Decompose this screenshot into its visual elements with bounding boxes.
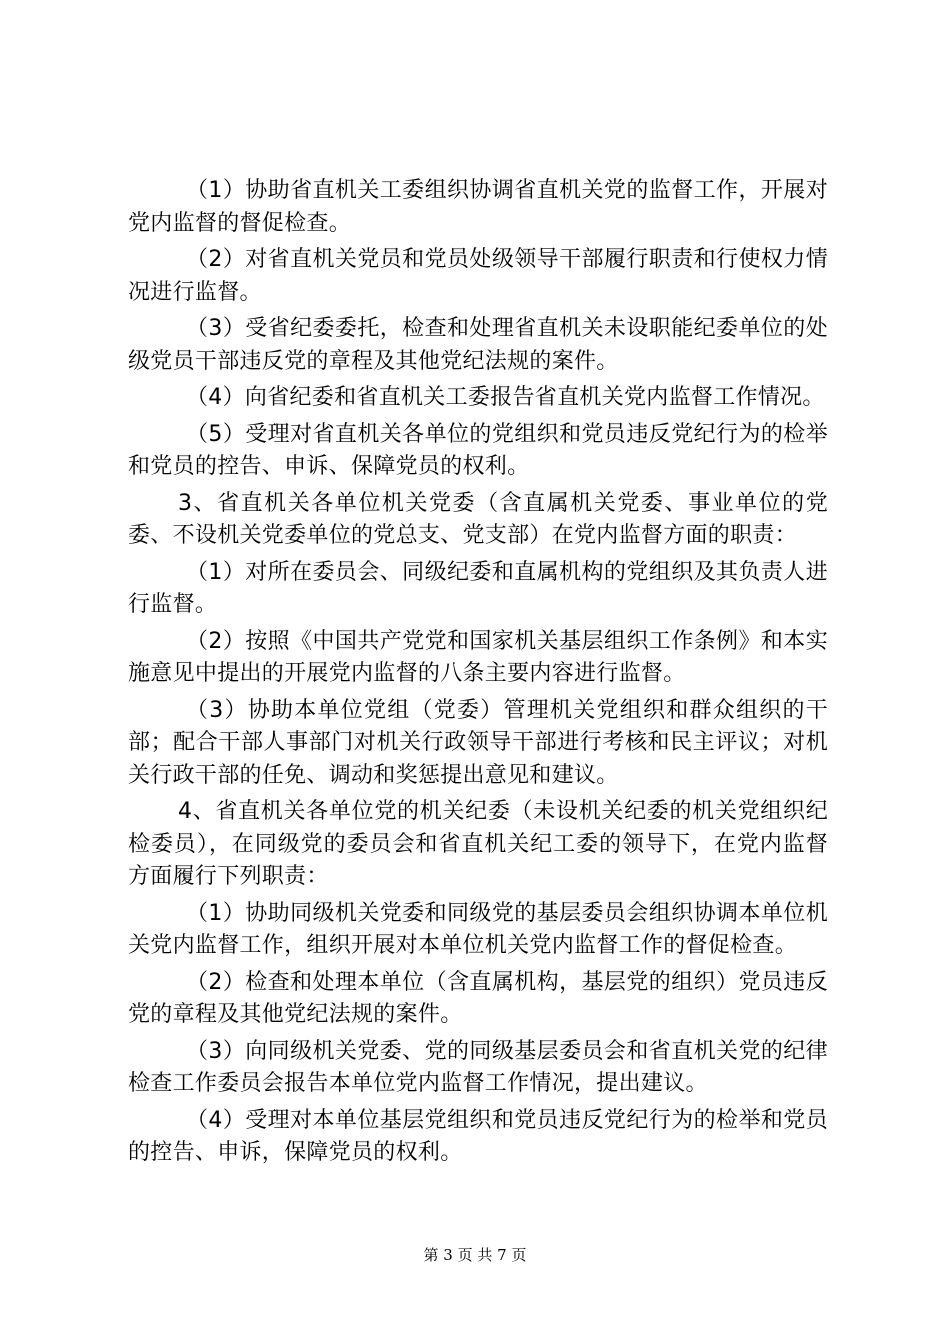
paragraph-item: （4）向省纪委和省直机关工委报告省直机关党内监督工作情况。 — [186, 385, 825, 410]
document-body — [128, 175, 828, 1174]
paragraph-item: （5）受理对省直机关各单位的党组织和党员违反党纪行为的检举和党员的控告、申诉、保障党员的权利。 — [128, 421, 828, 479]
section-heading-paragraph: 3、省直机关各单位机关党委（含直属机关党委、事业单位的党委、不设机关党委单位的党总支、党支部）在党内监督方面的职责： — [128, 490, 828, 548]
page-number-footer: 第 3 页 共 7 页 — [423, 1246, 527, 1264]
paragraph-item: （2）按照《中国共产党党和国家机关基层组织工作条例》和本实施意见中提出的开展党内监督的八条主要内容进行监督。 — [128, 628, 828, 686]
paragraph-item: （1）对所在委员会、同级纪委和直属机构的党组织及其负责人进行监督。 — [128, 559, 828, 617]
paragraph-item: （3）协助本单位党组（党委）管理机关党组织和群众组织的干部；配合干部人事部门对机关行政领导干部进行考核和民主评议；对机关行政干部的任免、调动和奖惩提出意见和建议。 — [128, 697, 828, 788]
paragraph-item: （3）向同级机关党委、党的同级基层委员会和省直机关党的纪律检查工作委员会报告本单位党内监督工作情况，提出建议。 — [128, 1038, 828, 1096]
paragraph-item: （1）协助省直机关工委组织协调省直机关党的监督工作，开展对党内监督的督促检查。 — [128, 178, 828, 236]
paragraph-item: （3）受省纪委委托，检查和处理省直机关未设职能纪委单位的处级党员干部违反党的章程及其他党纪法规的案件。 — [128, 316, 828, 374]
paragraph-item: （1）协助同级机关党委和同级党的基层委员会组织协调本单位机关党内监督工作，组织开展对本单位机关党内监督工作的督促检查。 — [128, 900, 828, 958]
paragraph-item: （4）受理对本单位基层党组织和党员违反党纪行为的检举和党员的控告、申诉，保障党员的权利。 — [128, 1107, 828, 1165]
paragraph-item: （2）对省直机关党员和党员处级领导干部履行职责和行使权力情况进行监督。 — [128, 247, 828, 305]
section-heading-paragraph: 4、省直机关各单位党的机关纪委（未设机关纪委的机关党组织纪检委员），在同级党的委员会和省直机关纪工委的领导下，在党内监督方面履行下列职责： — [128, 799, 828, 889]
paragraph-item: （2）检查和处理本单位（含直属机构，基层党的组织）党员违反党的章程及其他党纪法规的案件。 — [128, 969, 828, 1027]
